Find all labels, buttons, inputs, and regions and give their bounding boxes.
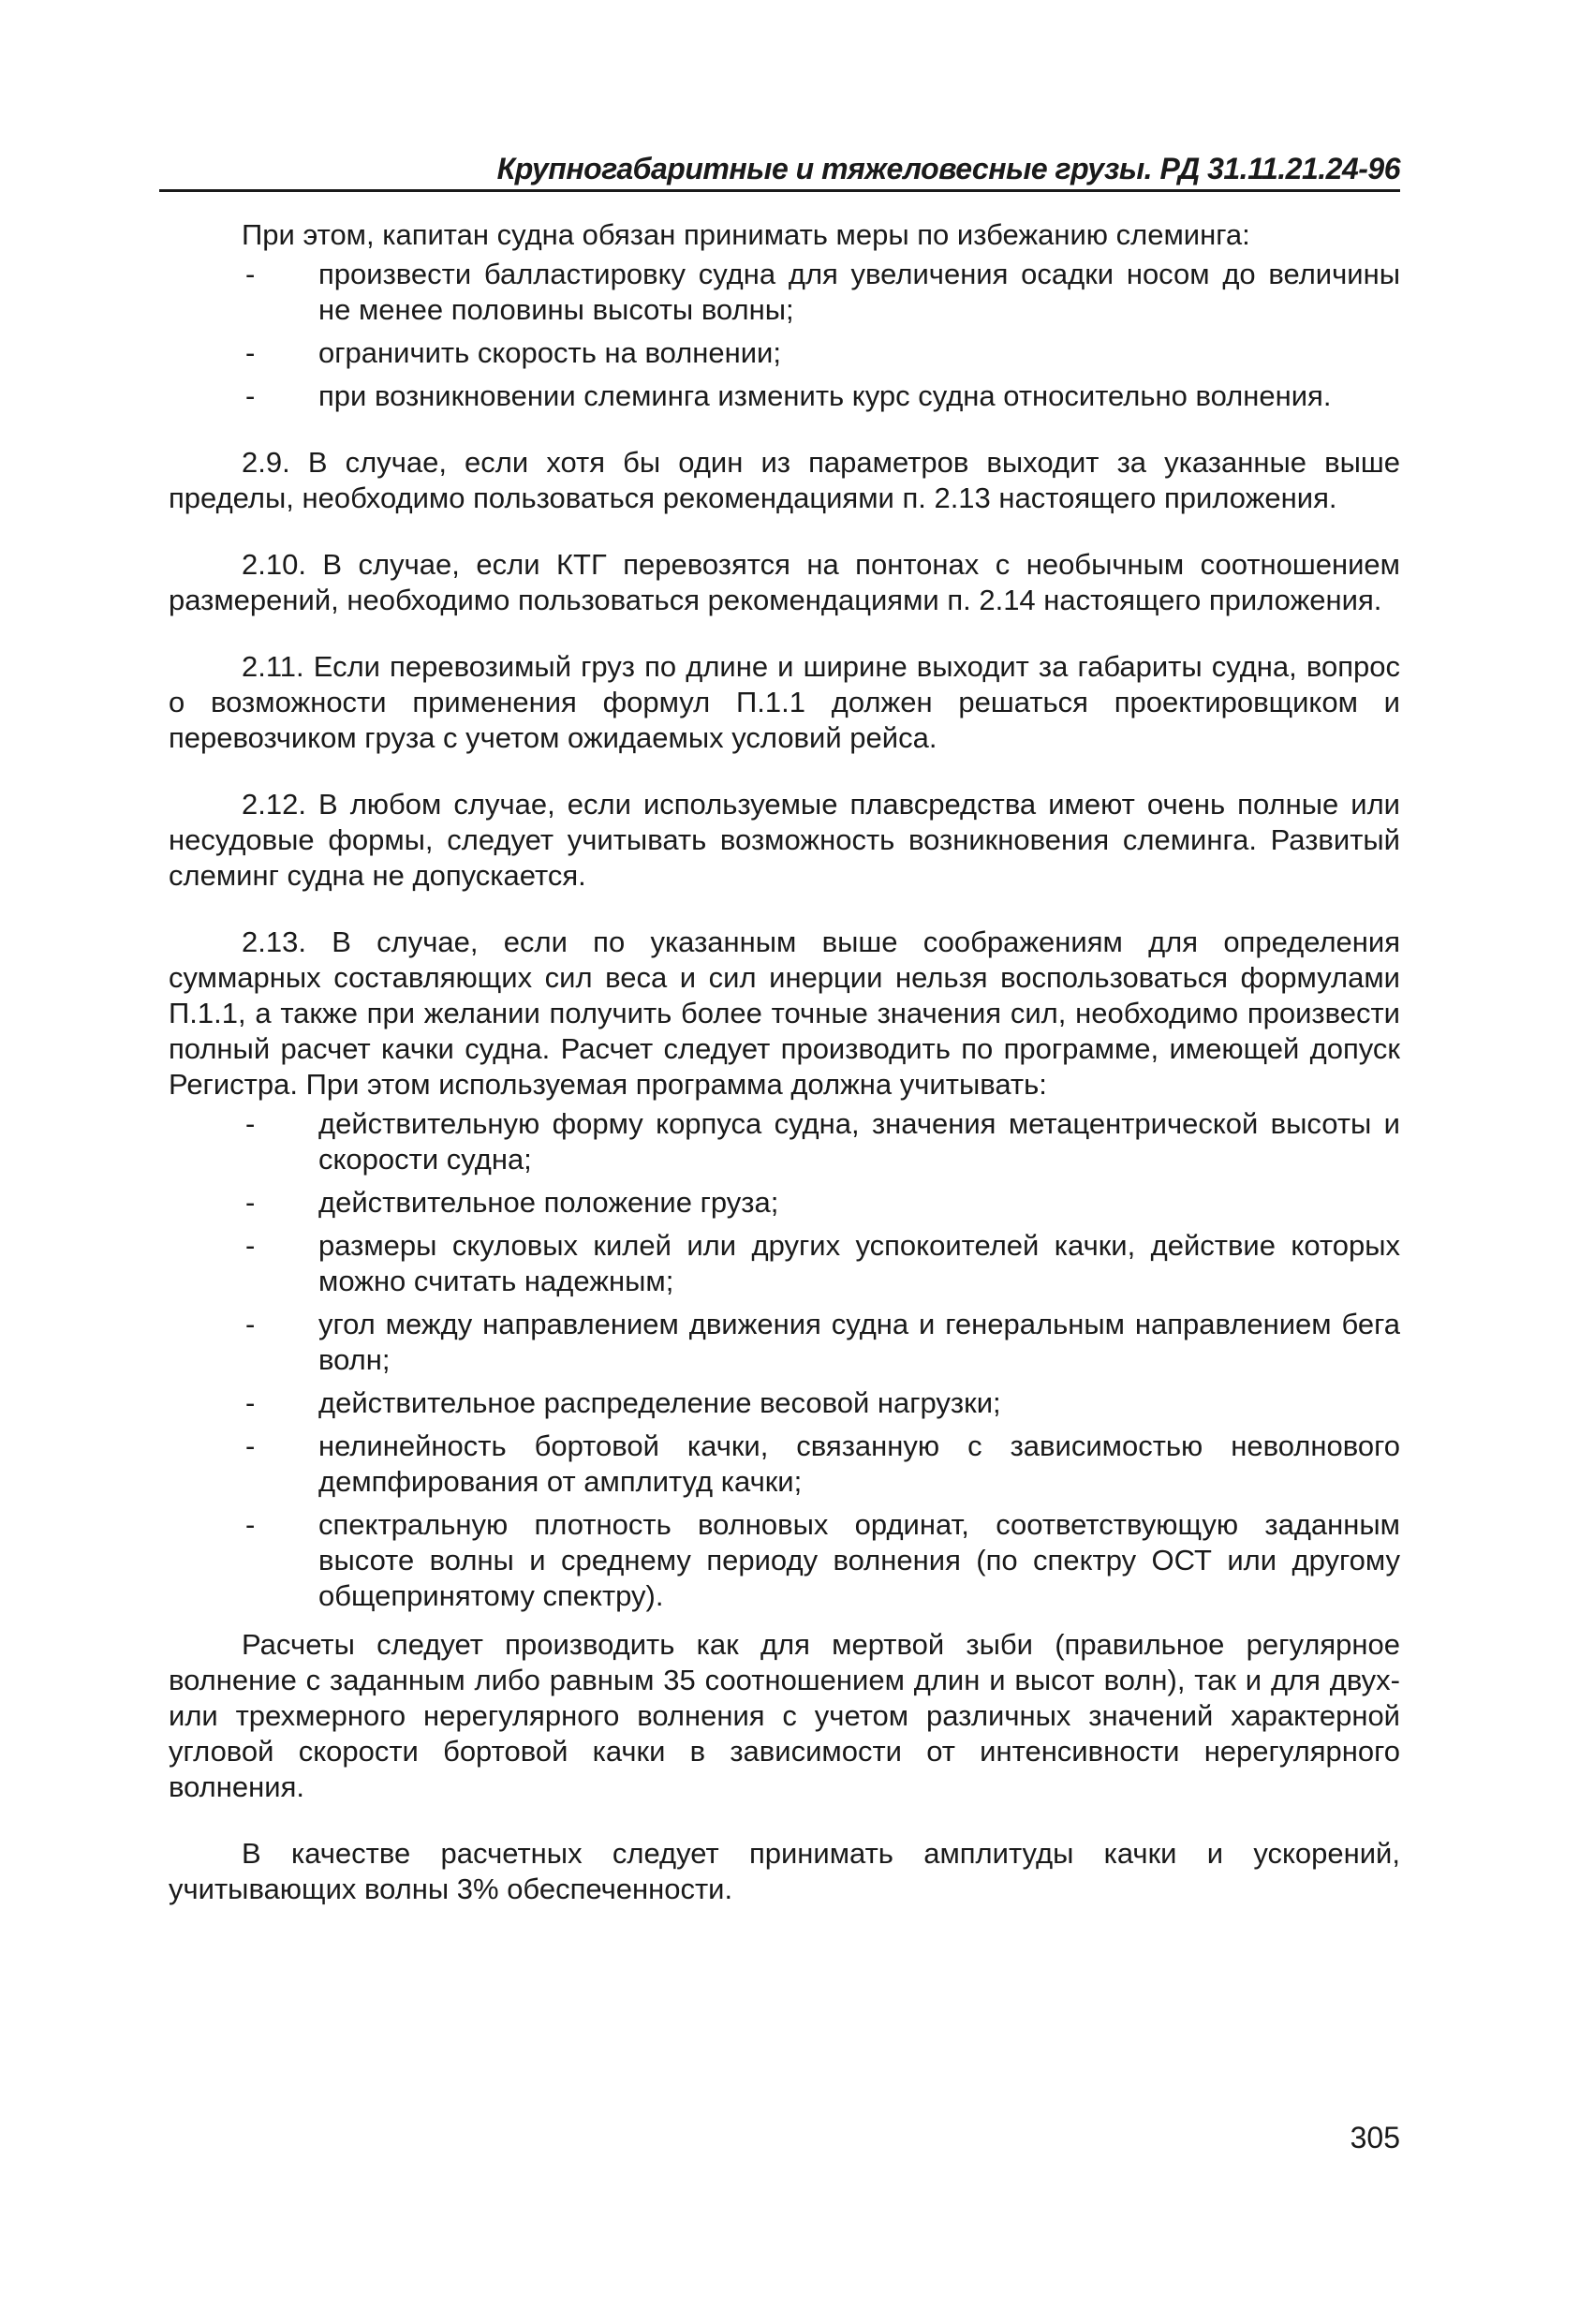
- list-item: [169, 1307, 1400, 1378]
- dash-marker: -: [245, 1386, 256, 1419]
- list-item-text: действительную форму корпуса судна, значения метацентрической высоты и скорости судна;: [318, 1107, 1400, 1176]
- dash-marker: -: [245, 258, 256, 290]
- list-item-text: действительное распределение весовой нагрузки;: [318, 1386, 1001, 1419]
- closing-paragraph-amplitudes: В качестве расчетных следует принимать амплитуды качки и ускорений, учитывающих волны 3% обеспеченности.: [169, 1837, 1400, 1905]
- dash-marker: -: [245, 379, 256, 412]
- dash-marker: -: [245, 1429, 256, 1462]
- intro-paragraph: При этом, капитан судна обязан принимать меры по избежанию слеминга:: [242, 218, 1250, 251]
- intro-list: [169, 257, 1400, 414]
- dash-marker: -: [245, 1508, 256, 1541]
- program-requirements-list: [169, 1106, 1400, 1614]
- list-item: [169, 257, 1400, 328]
- list-item-text: при возникновении слеминга изменить курс судна относительно волнения.: [318, 379, 1332, 412]
- list-item-text: спектральную плотность волновых ординат, соответствующую заданным высоте волны и среднему периоду волнения (по спектру ОСТ или другому общепринятому спектру).: [318, 1508, 1400, 1612]
- dash-marker: -: [245, 1308, 256, 1340]
- list-item: [169, 1185, 1400, 1221]
- list-item: [169, 1385, 1400, 1421]
- list-item: [169, 378, 1400, 414]
- list-item: [169, 1507, 1400, 1614]
- list-item: [169, 1428, 1400, 1500]
- list-item: [169, 335, 1400, 371]
- dash-marker: -: [245, 1229, 256, 1262]
- list-item-text: угол между направлением движения судна и генеральным направлением бега волн;: [318, 1308, 1400, 1376]
- section-2-10: 2.10. В случае, если КТГ перевозятся на понтонах с необычным соотношением размерений, необходимо пользоваться рекомендациями п. 2.14 настоящего приложения.: [169, 548, 1400, 616]
- list-item-text: ограничить скорость на волнении;: [318, 336, 781, 369]
- list-item-text: размеры скуловых килей или других успокоителей качки, действие которых можно считать надежным;: [318, 1229, 1400, 1297]
- dash-marker: -: [245, 336, 256, 369]
- page-content: [169, 217, 1400, 1907]
- list-item: [169, 1228, 1400, 1299]
- section-2-9: 2.9. В случае, если хотя бы один из параметров выходит за указанные выше пределы, необходимо пользоваться рекомендациями п. 2.13 настоящего приложения.: [169, 446, 1400, 514]
- section-2-12: 2.12. В любом случае, если используемые плавсредства имеют очень полные или несудовые формы, следует учитывать возможность возникновения слеминга. Развитый слеминг судна не допускается.: [169, 788, 1400, 892]
- section-2-11: 2.11. Если перевозимый груз по длине и ширине выходит за габариты судна, вопрос о возможности применения формул П.1.1 должен решаться проектировщиком и перевозчиком груза с учетом ожидаемых условий рейса.: [169, 650, 1400, 754]
- list-item-text: произвести балластировку судна для увеличения осадки носом до величины не менее половины высоты волны;: [318, 258, 1400, 326]
- dash-marker: -: [245, 1186, 256, 1219]
- list-item-text: действительное положение груза;: [318, 1186, 779, 1219]
- section-2-13: 2.13. В случае, если по указанным выше соображениям для определения суммарных составляющих сил веса и сил инерции нельзя воспользоваться формулами П.1.1, а также при желании получить более точные значения сил, необходимо произвести полный расчет качки судна. Расчет следует производить по программе, имеющей допуск Регистра. При этом используемая программа должна учитывать:: [169, 925, 1400, 1101]
- list-item: [169, 1106, 1400, 1177]
- list-item-text: нелинейность бортовой качки, связанную с зависимостью неволнового демпфирования от амплитуд качки;: [318, 1429, 1400, 1498]
- running-header: Крупногабаритные и тяжеловесные грузы. РД 31.11.21.24-96: [496, 152, 1400, 185]
- page-number: 305: [1350, 2121, 1400, 2154]
- header-rule: [159, 189, 1400, 192]
- closing-paragraph-calculations: Расчеты следует производить как для мертвой зыби (правильное регулярное волнение с заданным либо равным 35 соотношением длин и высот волн), так и для двух- или трехмерного нерегулярного волнения с учетом различных значений характерной угловой скорости бортовой качки в зависимости от интенсивности нерегулярного волнения.: [169, 1628, 1400, 1803]
- dash-marker: -: [245, 1107, 256, 1140]
